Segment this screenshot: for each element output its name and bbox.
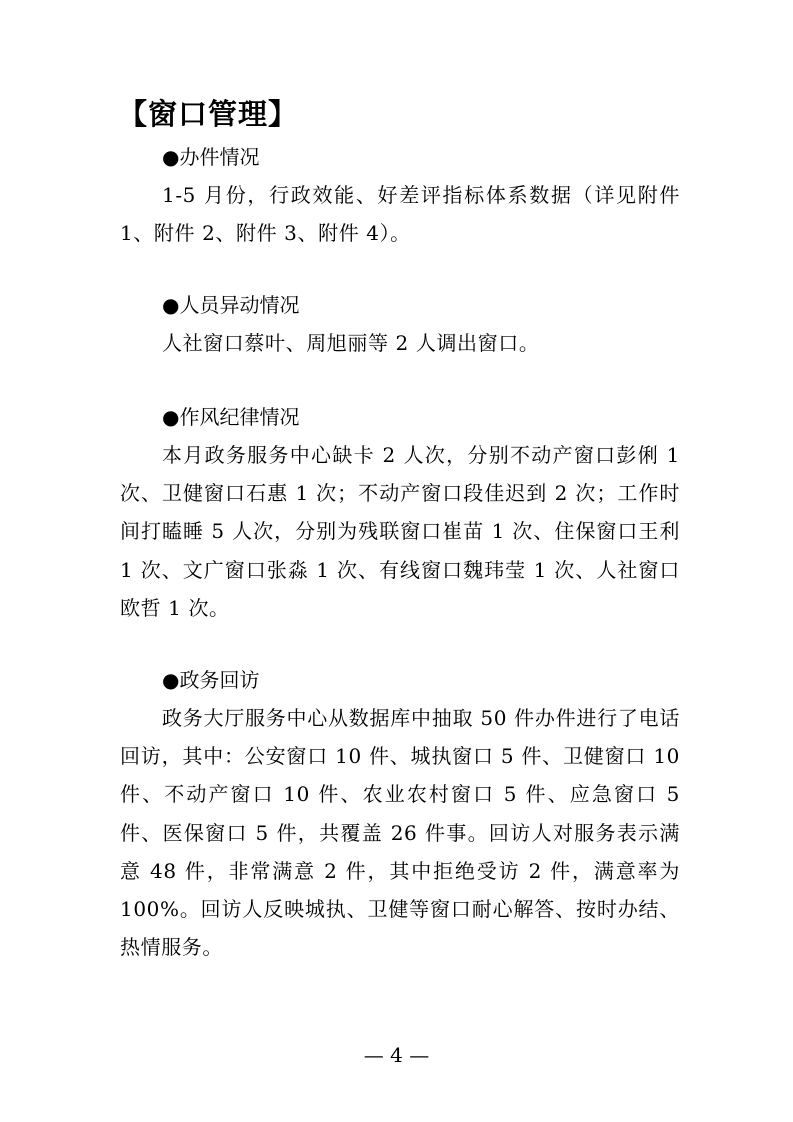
section-staff-changes xyxy=(120,286,680,362)
section-heading: ●人员异动情况 xyxy=(162,293,300,317)
section-title: 【窗口管理】 xyxy=(118,97,299,131)
section-heading: ●作风纪律情况 xyxy=(162,405,300,429)
section-heading: ●办件情况 xyxy=(162,145,260,169)
section-paragraph: 1-5 月份，行政效能、好差评指标体系数据（详见附件 1、附件 2、附件 3、附件 4）。 xyxy=(120,183,680,246)
section-paragraph: 本月政务服务中心缺卡 2 人次，分别不动产窗口彭俐 1 次、卫健窗口石惠 1 次；不动产窗口段佳迟到 2 次；工作时间打瞌睡 5 人次，分别为残联窗口崔苗 1 次、住保窗口王利 1 次、文广窗口张淼 1 次、有线窗口魏玮莹 1 次、人社窗口欧哲 1 次。 xyxy=(120,443,680,620)
section-follow-up-visits xyxy=(120,661,680,966)
section-paragraph: 人社窗口蔡叶、周旭丽等 2 人调出窗口。 xyxy=(162,331,540,355)
page-number: — 4 — xyxy=(363,1043,430,1067)
section-paragraph: 政务大厅服务中心从数据库中抽取 50 件办件进行了电话回访，其中：公安窗口 10 件、城执窗口 5 件、卫健窗口 10 件、不动产窗口 10 件、农业农村窗口 5 件、应急窗口 5 件、医保窗口 5 件，共覆盖 26 件事。回访人对服务表示满意 48 件，非常满意 2 件，其中拒绝受访 2 件，满意率为 100%。回访人反映城执、卫健等窗口耐心解答、按时办结、热情服务。 xyxy=(120,706,680,960)
section-handling-status xyxy=(120,138,680,252)
section-heading: ●政务回访 xyxy=(162,668,260,692)
section-discipline xyxy=(120,398,680,627)
